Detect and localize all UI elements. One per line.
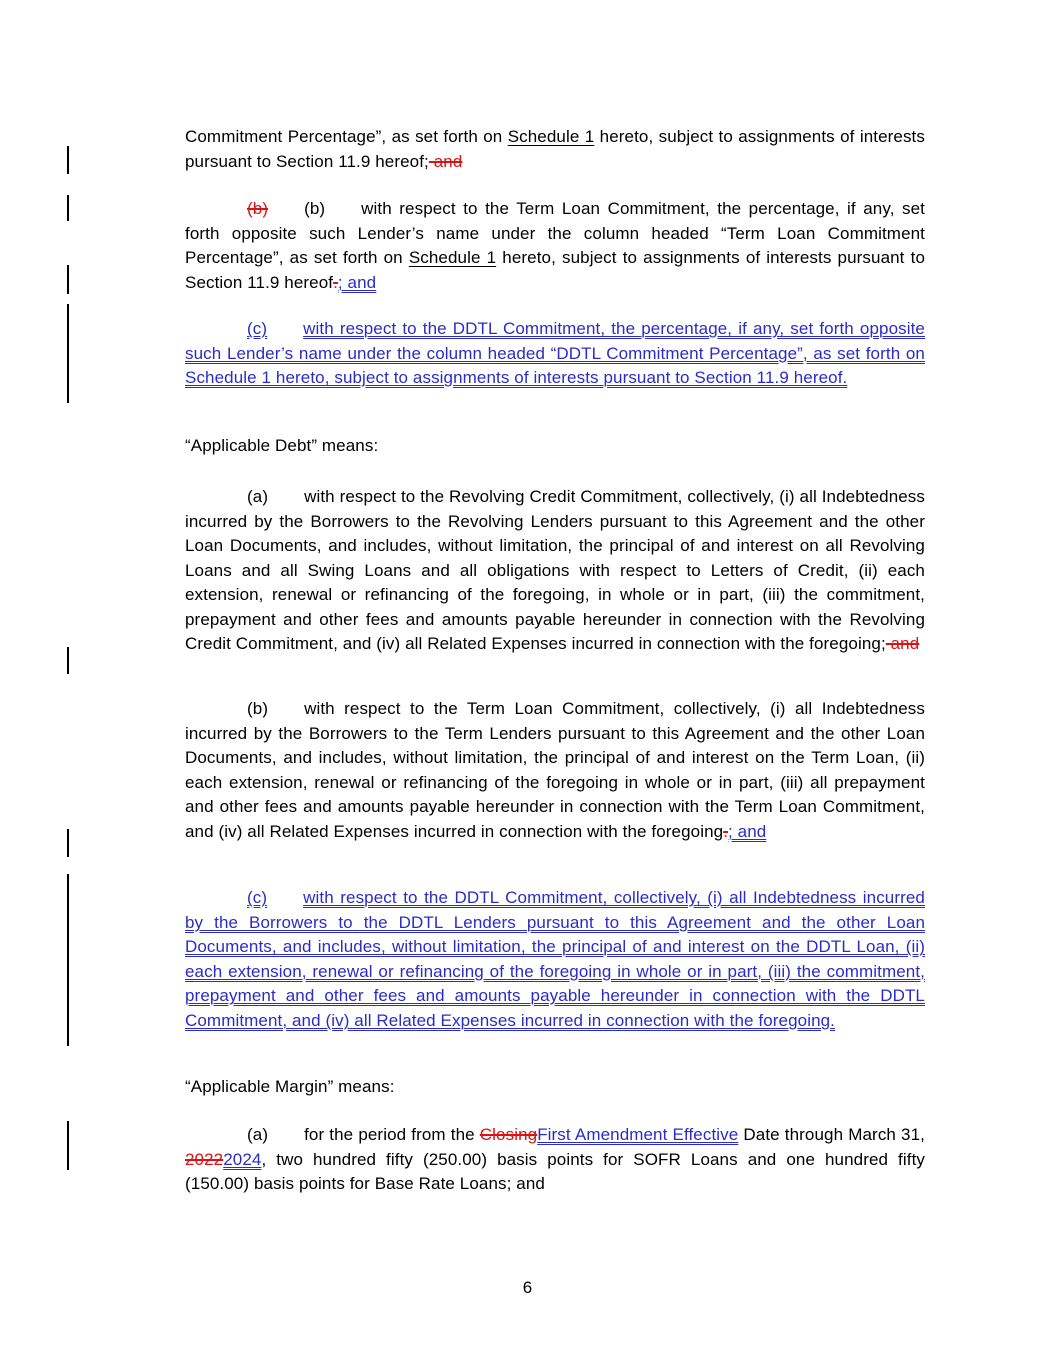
deleted-text: Closing	[479, 1125, 538, 1144]
deleted-text: .	[333, 272, 338, 292]
page-footer	[0, 1278, 1055, 1298]
revision-change-bar	[67, 647, 69, 674]
clause-a-revolving-credit-debt	[185, 485, 925, 657]
clause-a-margin-period	[185, 1123, 925, 1197]
underlined-reference: Schedule 1	[507, 127, 595, 146]
inserted-text: First Amendment Effective	[537, 1125, 739, 1144]
applicable-margin-heading	[185, 1075, 925, 1100]
inserted-text: 2024	[223, 1149, 262, 1169]
revision-change-bar	[67, 1121, 69, 1170]
clause-b-term-loan-debt	[185, 697, 925, 844]
text-run: “Applicable Debt” means:	[185, 436, 379, 455]
revision-change-bar	[67, 146, 69, 174]
text-run: (b)	[247, 699, 269, 718]
revision-change-bar	[67, 874, 69, 1046]
inserted-text: (c)	[247, 319, 268, 338]
deleted-text: (b)	[247, 199, 269, 218]
text-run: with respect to the Term Loan Commitment, the percentage, if any, set forth opposite such Lender’s name under the column headed “Term Loan Commitment Percentage”, as set forth on	[185, 199, 925, 267]
text-run: (a)	[247, 487, 269, 506]
deleted-text: .	[723, 821, 729, 841]
page-number: 6	[522, 1278, 533, 1297]
revision-change-bar	[67, 829, 69, 857]
text-run: hereto, subject to assignments of interests pursuant to Section 11.9 hereof	[185, 248, 925, 292]
text-run: Date through March 31,	[738, 1125, 925, 1144]
revision-change-bar	[67, 304, 69, 403]
clause-c-ddtl-commitment-percentage-inserted	[185, 317, 925, 391]
text-run: with respect to the Term Loan Commitment, collectively, (i) all Indebtedness incurred by the Borrowers to the Term Lenders pursuant to this Agreement and the other Loan Documents, and includes, without limitation, the principal of and interest on the Term Loan, (ii) each extension, renewal or refinancing of the foregoing in whole or in part, (iii) all prepayment and other fees and amounts payable hereunder in connection with the Term Loan Commitment, and (iv) all Related Expenses incurred in connection with the foregoing	[185, 699, 925, 841]
inserted-text: with respect to the DDTL Commitment, the percentage, if any, set forth opposite such Lender’s name under the column headed “DDTL Commitment Percentage”, as set forth on Schedule 1 hereto, subject to assignments of interests pursuant to Section 11.9 hereof.	[185, 319, 925, 387]
text-run: , two hundred fifty (250.00) basis points for SOFR Loans and one hundred fifty (150.00) basis points for Base Rate Loans; and	[185, 1149, 925, 1193]
text-run: for the period from the	[304, 1125, 480, 1144]
underlined-reference: Schedule 1	[408, 248, 497, 267]
inserted-text: ; and	[728, 821, 767, 841]
continuation-commitment-percentage	[185, 125, 925, 174]
text-run: with respect to the Revolving Credit Commitment, collectively, (i) all Indebtedness incurred by the Borrowers to the Revolving Lenders pursuant to this Agreement and the other Loan Documents, and includes, without limitation, the principal of and interest on all Revolving Loans and all Swing Loans and all obligations with respect to Letters of Credit, (ii) each extension, renewal or refinancing of the foregoing, in whole or in part, (iii) the commitment, prepayment and other fees and amounts payable hereunder in connection with the Revolving Credit Commitment, and (iv) all Related Expenses incurred in connection with the foregoing;	[185, 487, 925, 653]
inserted-text: with respect to the DDTL Commitment, collectively, (i) all Indebtedness incurred by the Borrowers to the DDTL Lenders pursuant to this Agreement and the other Loan Documents, and includes, without limitation, the principal of and interest on the DDTL Loan, (ii) each extension, renewal or refinancing of the foregoing in whole or in part, (iii) the commitment, prepayment and other fees and amounts payable hereunder in connection with the DDTL Commitment, and (iv) all Related Expenses incurred in connection with the foregoing.	[185, 888, 925, 1030]
clause-b-term-loan-commitment-percentage	[185, 197, 925, 295]
inserted-text: (c)	[247, 888, 268, 907]
deleted-text: 2022	[185, 1149, 224, 1169]
text-run: Commitment Percentage”, as set forth on	[185, 127, 508, 146]
inserted-text: ; and	[337, 272, 377, 292]
text-run: (b)	[304, 199, 326, 218]
deleted-text: and	[885, 634, 920, 653]
revision-change-bar	[67, 265, 69, 294]
applicable-debt-heading	[185, 434, 925, 459]
deleted-text: and	[428, 151, 463, 171]
revision-change-bar	[67, 195, 69, 221]
text-run: “Applicable Margin” means:	[185, 1077, 395, 1096]
text-run: hereto, subject to assignments of interests pursuant to Section 11.9 hereof;	[185, 127, 925, 171]
clause-c-ddtl-debt-inserted	[185, 886, 925, 1033]
text-run: (a)	[247, 1125, 269, 1144]
